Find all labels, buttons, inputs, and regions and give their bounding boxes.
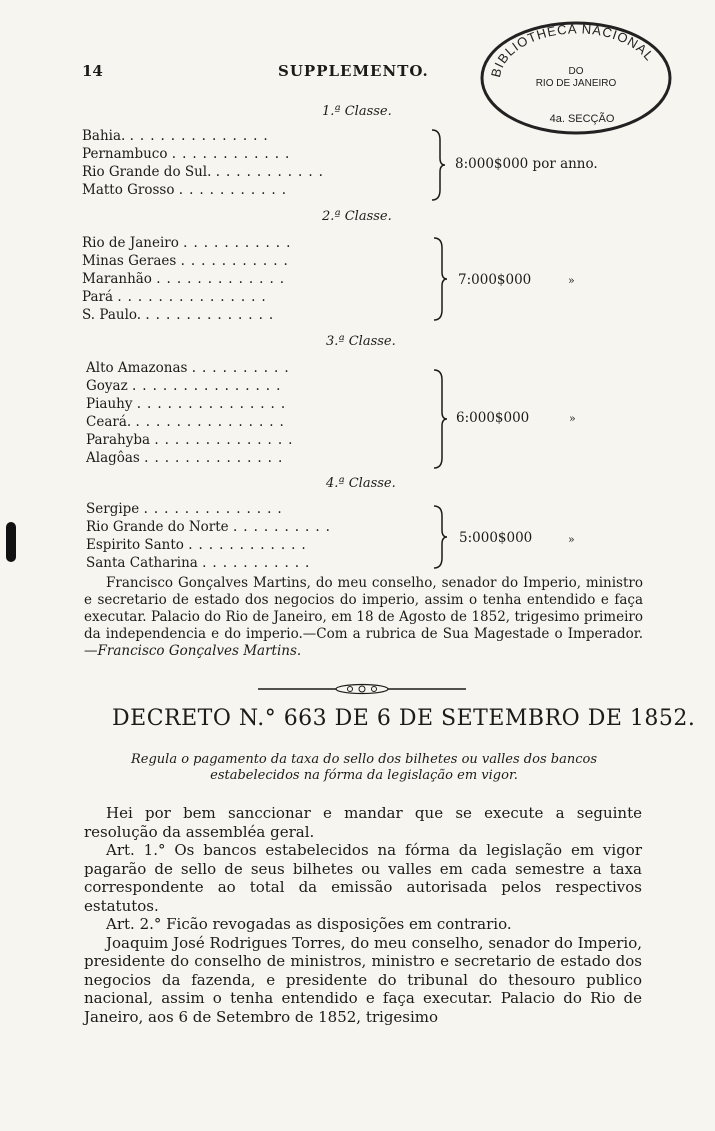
- signature-paragraph: Joaquim José Rodrigues Torres, do meu conselho, senador do Imperio, presidente do conselho de ministros, ministro e secretario de estado dos negocios da fazenda, e presidente do tribunal do thesouro publico nacional, assim o tenha entendido e faça executar. Palacio do Rio de Janeiro, aos 6 de Setembro de 1852, trigesimo: [84, 933, 642, 1026]
- class-4-list: [86, 500, 336, 572]
- list-item: Alagôas ..............: [86, 450, 289, 466]
- class-4-title: 4.ª Classe.: [326, 476, 396, 491]
- library-stamp: [478, 18, 674, 140]
- class-2-title: 2.ª Classe.: [322, 209, 392, 224]
- class-3-title: 3.ª Classe.: [326, 334, 396, 349]
- list-item: Rio Grande do Norte ..........: [86, 519, 336, 535]
- list-item: Alto Amazonas ..........: [86, 360, 295, 376]
- page-number: 14: [82, 62, 103, 80]
- article-1: Art. 1.° Os bancos estabelecidos na fórma da legislação em vigor pagarão de sello de seus bilhetes ou valles em cada semestre a taxa correspondente ao total da emissão autorisada pelos respectivos estatutos.: [84, 841, 642, 915]
- class-1-list: [82, 127, 329, 199]
- closing-paragraph: Francisco Gonçalves Martins, do meu conselho, senador do Imperio, ministro e secretario de estado dos negocios do imperio, assim o tenha entendido e faça executar. Palacio do Rio de Janeiro, em 18 de Agosto de 1852, trigesimo primeiro da independencia e do imperio.—Com a rubrica de Sua Magestade o Imperador.—Francisco Gonçalves Martins.: [84, 575, 643, 659]
- binding-mark: [6, 522, 16, 562]
- class-1-title: 1.ª Classe.: [322, 104, 392, 119]
- stamp-line-city: RIO DE JANEIRO: [535, 78, 617, 89]
- ditto-mark: »: [568, 533, 575, 546]
- brace-icon: [432, 504, 448, 570]
- brace-icon: [432, 368, 448, 470]
- decree-body: [84, 804, 642, 1026]
- decree-summary: [84, 752, 644, 784]
- stamp-arc-text: BIBLIOTHECA NACIONAL: [488, 21, 658, 79]
- brace-icon: [430, 128, 446, 202]
- class-2-value: 7:000$000: [458, 272, 532, 288]
- stamp-line-do: DO: [568, 66, 584, 77]
- summary-line: estabelecidos na fórma da legislação em vigor.: [210, 768, 518, 783]
- class-1-value: 8:000$000 por anno.: [455, 156, 598, 172]
- list-item: S. Paulo. .............: [82, 307, 280, 323]
- list-item: Piauhy ...............: [86, 396, 292, 412]
- article-2: Art. 2.° Ficão revogadas as disposições em contrario.: [106, 915, 512, 933]
- class-3-value: 6:000$000: [456, 410, 530, 426]
- brace-icon: [432, 236, 448, 322]
- list-item: Bahia. ..............: [82, 128, 274, 144]
- body-paragraph: Hei por bem sanccionar e mandar que se execute a seguinte resolução da assembléa geral.: [84, 804, 642, 841]
- list-item: Rio Grande do Sul. ...........: [82, 164, 329, 180]
- ditto-mark: »: [568, 274, 575, 287]
- running-title: SUPPLEMENTO.: [278, 62, 429, 80]
- list-item: Parahyba ..............: [86, 432, 299, 448]
- list-item: Santa Catharina ...........: [86, 555, 316, 571]
- list-item: Rio de Janeiro ...........: [82, 235, 297, 251]
- decree-title: DECRETO N.° 663 DE 6 DE SETEMBRO DE 1852.: [112, 706, 696, 731]
- list-item: Pará ...............: [82, 289, 272, 305]
- signature: Francisco Gonçalves Martins.: [97, 643, 302, 659]
- list-item: Maranhão .............: [82, 271, 291, 287]
- list-item: Matto Grosso ...........: [82, 182, 293, 198]
- stamp-line-section: 4a. SECÇÃO: [549, 113, 615, 125]
- list-item: Pernambuco ............: [82, 146, 296, 162]
- class-2-list: [82, 234, 296, 324]
- list-item: Espirito Santo ............: [86, 537, 312, 553]
- summary-line: Regula o pagamento da taxa do sello dos bilhetes ou valles dos bancos: [130, 752, 597, 767]
- class-3-list: [86, 359, 298, 467]
- list-item: Minas Geraes ...........: [82, 253, 294, 269]
- list-item: Goyaz ...............: [86, 378, 287, 394]
- ditto-mark: »: [569, 412, 576, 425]
- list-item: Sergipe ..............: [86, 501, 288, 517]
- list-item: Ceará. ...............: [86, 414, 290, 430]
- ornament-divider: [258, 683, 466, 695]
- class-4-value: 5:000$000: [459, 530, 533, 546]
